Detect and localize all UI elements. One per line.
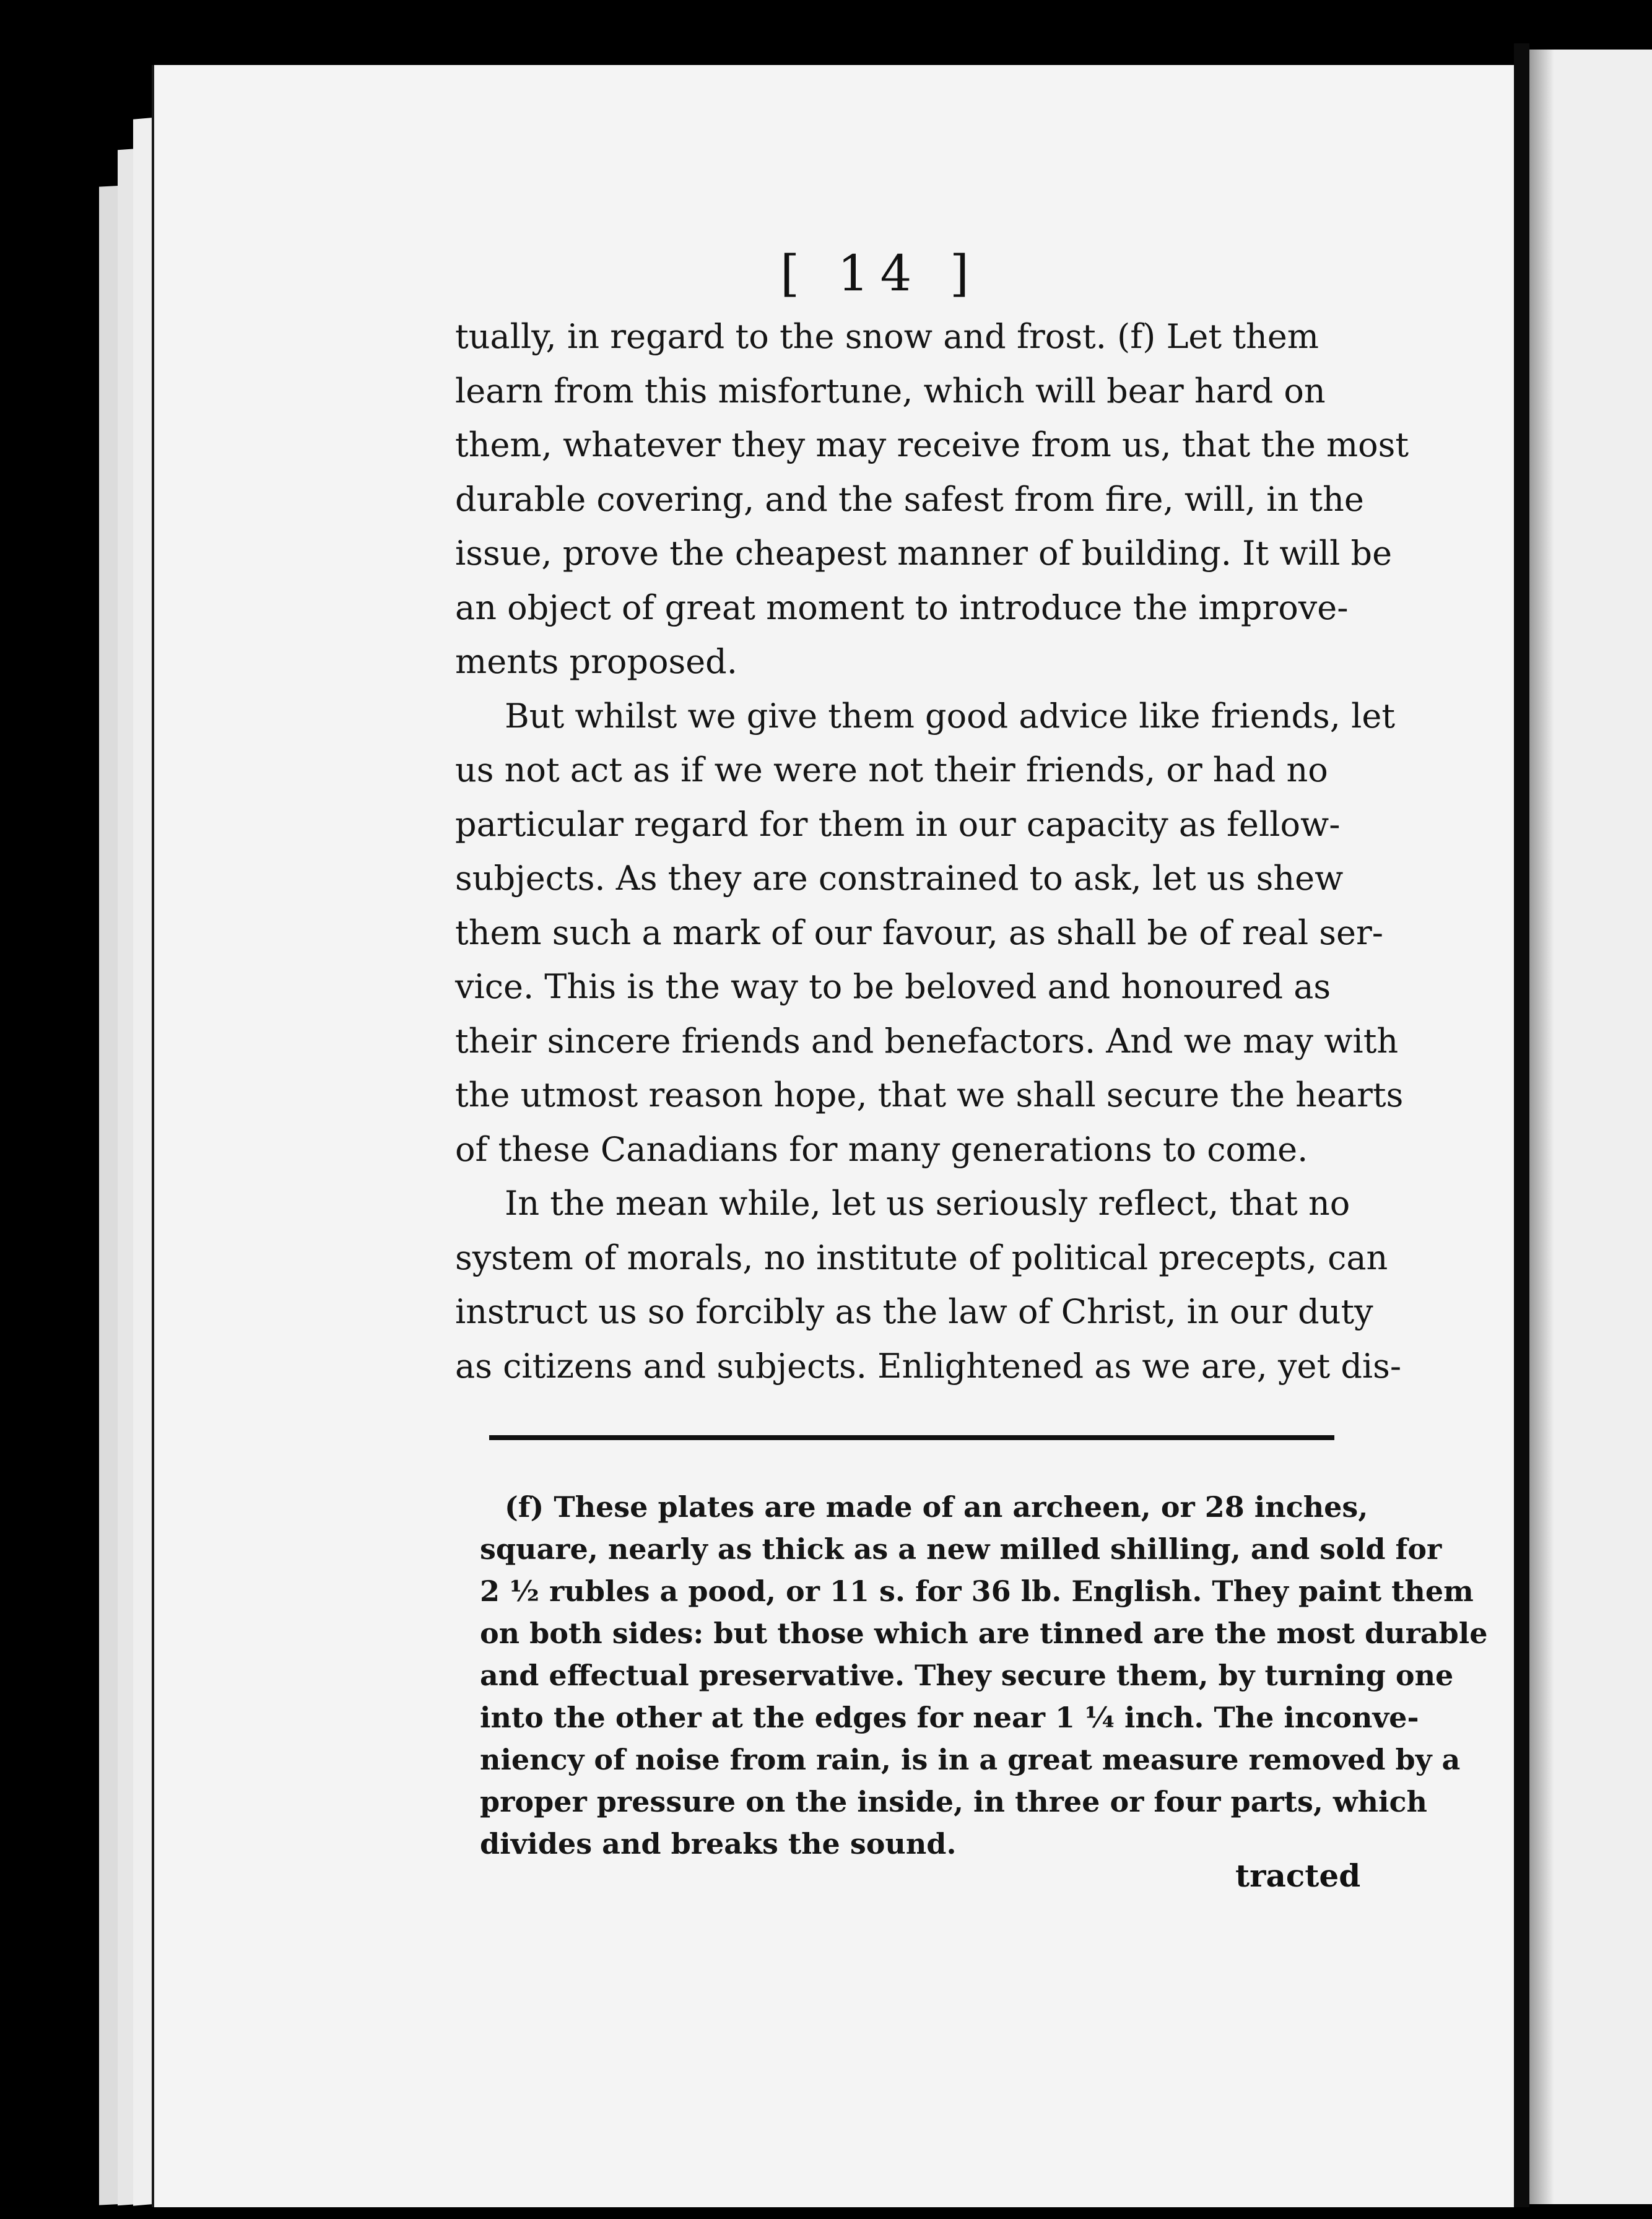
footnote-line: on both sides: but those which are tinned are the most durable (480, 1617, 1488, 1650)
body-line: an object of great moment to introduce the improve- (455, 588, 1349, 627)
footnote-line: 2 ½ rubles a pood, or 11 s. for 36 lb. English. They paint them (480, 1574, 1474, 1608)
body-line: learn from this misfortune, which will bear hard on (455, 371, 1326, 410)
body-text (455, 310, 1409, 1393)
body-line: ments proposed. (455, 642, 737, 681)
footnote-line: into the other at the edges for near 1 ¼ inch. The inconve- (480, 1701, 1419, 1734)
body-line: In the mean while, let us seriously reflect, that no (505, 1184, 1350, 1223)
footnote-line: square, nearly as thick as a new milled shilling, and sold for (480, 1532, 1442, 1566)
body-line: subjects. As they are constrained to ask, let us shew (455, 859, 1344, 898)
body-line: instruct us so forcibly as the law of Christ, in our duty (455, 1292, 1373, 1331)
body-line: tually, in regard to the snow and frost. (f) Let them (455, 317, 1319, 356)
body-line: them such a mark of our favour, as shall be of real ser- (455, 913, 1384, 952)
body-line: vice. This is the way to be beloved and honoured as (455, 967, 1331, 1006)
footnote-line: and effectual preservative. They secure them, by turning one (480, 1659, 1454, 1692)
footnote-rule (489, 1435, 1334, 1440)
footnote (480, 1486, 1488, 1865)
body-line: of these Canadians for many generations to come. (455, 1129, 1308, 1169)
footnote-line: proper pressure on the inside, in three or four parts, which (480, 1785, 1427, 1818)
footnote-line: niency of noise from rain, is in a great measure removed by a (480, 1743, 1461, 1776)
body-line: issue, prove the cheapest manner of building. It will be (455, 534, 1393, 573)
page-fold (1514, 43, 1529, 2207)
body-line: as citizens and subjects. Enlightened as we are, yet dis- (455, 1346, 1402, 1386)
page-number-header: [ 14 ] (780, 245, 981, 302)
body-line: But whilst we give them good advice like friends, let (505, 696, 1396, 736)
body-line: their sincere friends and benefactors. And we may with (455, 1021, 1399, 1061)
body-line: them, whatever they may receive from us, that the most (455, 425, 1409, 464)
body-line: us not act as if we were not their friends, or had no (455, 750, 1328, 789)
facing-page-edge (1529, 50, 1652, 2204)
footnote-line: (f) These plates are made of an archeen, or 28 inches, (505, 1490, 1368, 1524)
catchword: tracted (1235, 1857, 1361, 1894)
body-line: particular regard for them in our capacity as fellow- (455, 804, 1341, 844)
body-line: the utmost reason hope, that we shall secure the hearts (455, 1075, 1404, 1114)
gutter-shadow (1529, 50, 1554, 2204)
body-line: system of morals, no institute of political precepts, can (455, 1238, 1388, 1277)
footnote-line: divides and breaks the sound. (480, 1827, 957, 1861)
body-line: durable covering, and the safest from fire, will, in the (455, 479, 1364, 519)
